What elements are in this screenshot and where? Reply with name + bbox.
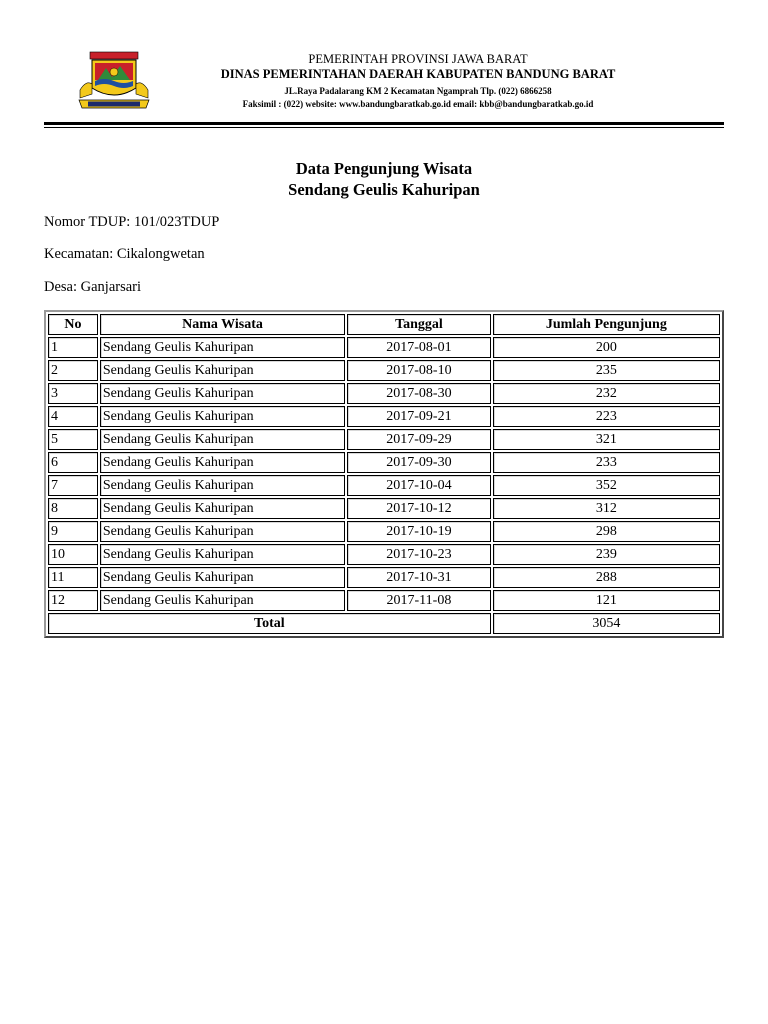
cell-nama: Sendang Geulis Kahuripan (100, 544, 345, 565)
cell-jumlah: 223 (493, 406, 720, 427)
cell-nama: Sendang Geulis Kahuripan (100, 590, 345, 611)
table-row (48, 590, 720, 611)
cell-jumlah: 232 (493, 383, 720, 404)
kecamatan-field: Kecamatan: Cikalongwetan (44, 246, 205, 262)
cell-tanggal: 2017-08-01 (347, 337, 490, 358)
cell-tanggal: 2017-09-30 (347, 452, 490, 473)
cell-no: 2 (48, 360, 98, 381)
table-row (48, 429, 720, 450)
agency-address: JL.Raya Padalarang KM 2 Kecamatan Ngamprah Tlp. (022) 6866258 (284, 86, 552, 96)
cell-jumlah: 321 (493, 429, 720, 450)
cell-nama: Sendang Geulis Kahuripan (100, 475, 345, 496)
cell-nama: Sendang Geulis Kahuripan (100, 429, 345, 450)
letterhead (44, 46, 724, 124)
cell-tanggal: 2017-08-10 (347, 360, 490, 381)
total-label: Total (48, 613, 491, 634)
visitor-table (44, 310, 724, 638)
cell-no: 11 (48, 567, 98, 588)
cell-nama: Sendang Geulis Kahuripan (100, 406, 345, 427)
cell-no: 8 (48, 498, 98, 519)
cell-tanggal: 2017-10-04 (347, 475, 490, 496)
cell-nama: Sendang Geulis Kahuripan (100, 337, 345, 358)
cell-nama: Sendang Geulis Kahuripan (100, 521, 345, 542)
cell-tanggal: 2017-09-29 (347, 429, 490, 450)
cell-jumlah: 312 (493, 498, 720, 519)
cell-no: 4 (48, 406, 98, 427)
desa-field: Desa: Ganjarsari (44, 279, 142, 295)
letterhead-text (144, 46, 692, 111)
table-row (48, 406, 720, 427)
total-value: 3054 (493, 613, 720, 634)
header-tanggal: Tanggal (347, 314, 490, 335)
title-line-1: Data Pengunjung Wisata (295, 159, 473, 178)
cell-nama: Sendang Geulis Kahuripan (100, 360, 345, 381)
cell-tanggal: 2017-09-21 (347, 406, 490, 427)
cell-tanggal: 2017-10-19 (347, 521, 490, 542)
cell-jumlah: 288 (493, 567, 720, 588)
table-row (48, 521, 720, 542)
cell-no: 9 (48, 521, 98, 542)
cell-tanggal: 2017-08-30 (347, 383, 490, 404)
cell-jumlah: 235 (493, 360, 720, 381)
title-line-2: Sendang Geulis Kahuripan (288, 180, 480, 199)
header-no: No (48, 314, 98, 335)
cell-tanggal: 2017-10-23 (347, 544, 490, 565)
table-row (48, 383, 720, 404)
cell-nama: Sendang Geulis Kahuripan (100, 383, 345, 404)
cell-no: 1 (48, 337, 98, 358)
cell-no: 5 (48, 429, 98, 450)
header-jumlah-pengunjung: Jumlah Pengunjung (493, 314, 720, 335)
cell-no: 7 (48, 475, 98, 496)
table-row (48, 498, 720, 519)
cell-no: 10 (48, 544, 98, 565)
cell-nama: Sendang Geulis Kahuripan (100, 567, 345, 588)
tdup-number: Nomor TDUP: 101/023TDUP (44, 214, 220, 230)
cell-no: 12 (48, 590, 98, 611)
cell-tanggal: 2017-11-08 (347, 590, 490, 611)
table-row (48, 475, 720, 496)
cell-tanggal: 2017-10-12 (347, 498, 490, 519)
table-row (48, 360, 720, 381)
government-name: PEMERINTAH PROVINSI JAWA BARAT (308, 52, 528, 66)
cell-nama: Sendang Geulis Kahuripan (100, 452, 345, 473)
cell-jumlah: 352 (493, 475, 720, 496)
table-header-row (48, 314, 720, 335)
cell-jumlah: 121 (493, 590, 720, 611)
agency-contact: Faksimil : (022) website: www.bandungbaratkab.go.id email: kbb@bandungbaratkab.go.id (242, 99, 594, 109)
letterhead-rule-thin (44, 127, 724, 128)
table-row (48, 544, 720, 565)
kabupaten-bandung-barat-emblem-icon (76, 50, 152, 116)
document-title (0, 158, 768, 200)
table-total-row (48, 613, 720, 634)
cell-jumlah: 233 (493, 452, 720, 473)
table-row (48, 337, 720, 358)
header-nama-wisata: Nama Wisata (100, 314, 345, 335)
cell-jumlah: 298 (493, 521, 720, 542)
table-row (48, 452, 720, 473)
cell-jumlah: 200 (493, 337, 720, 358)
letterhead-rule-thick (44, 122, 724, 125)
agency-name: DINAS PEMERINTAHAN DAERAH KABUPATEN BANDUNG BARAT (220, 67, 616, 81)
cell-no: 6 (48, 452, 98, 473)
table-row (48, 567, 720, 588)
cell-tanggal: 2017-10-31 (347, 567, 490, 588)
cell-jumlah: 239 (493, 544, 720, 565)
cell-nama: Sendang Geulis Kahuripan (100, 498, 345, 519)
cell-no: 3 (48, 383, 98, 404)
